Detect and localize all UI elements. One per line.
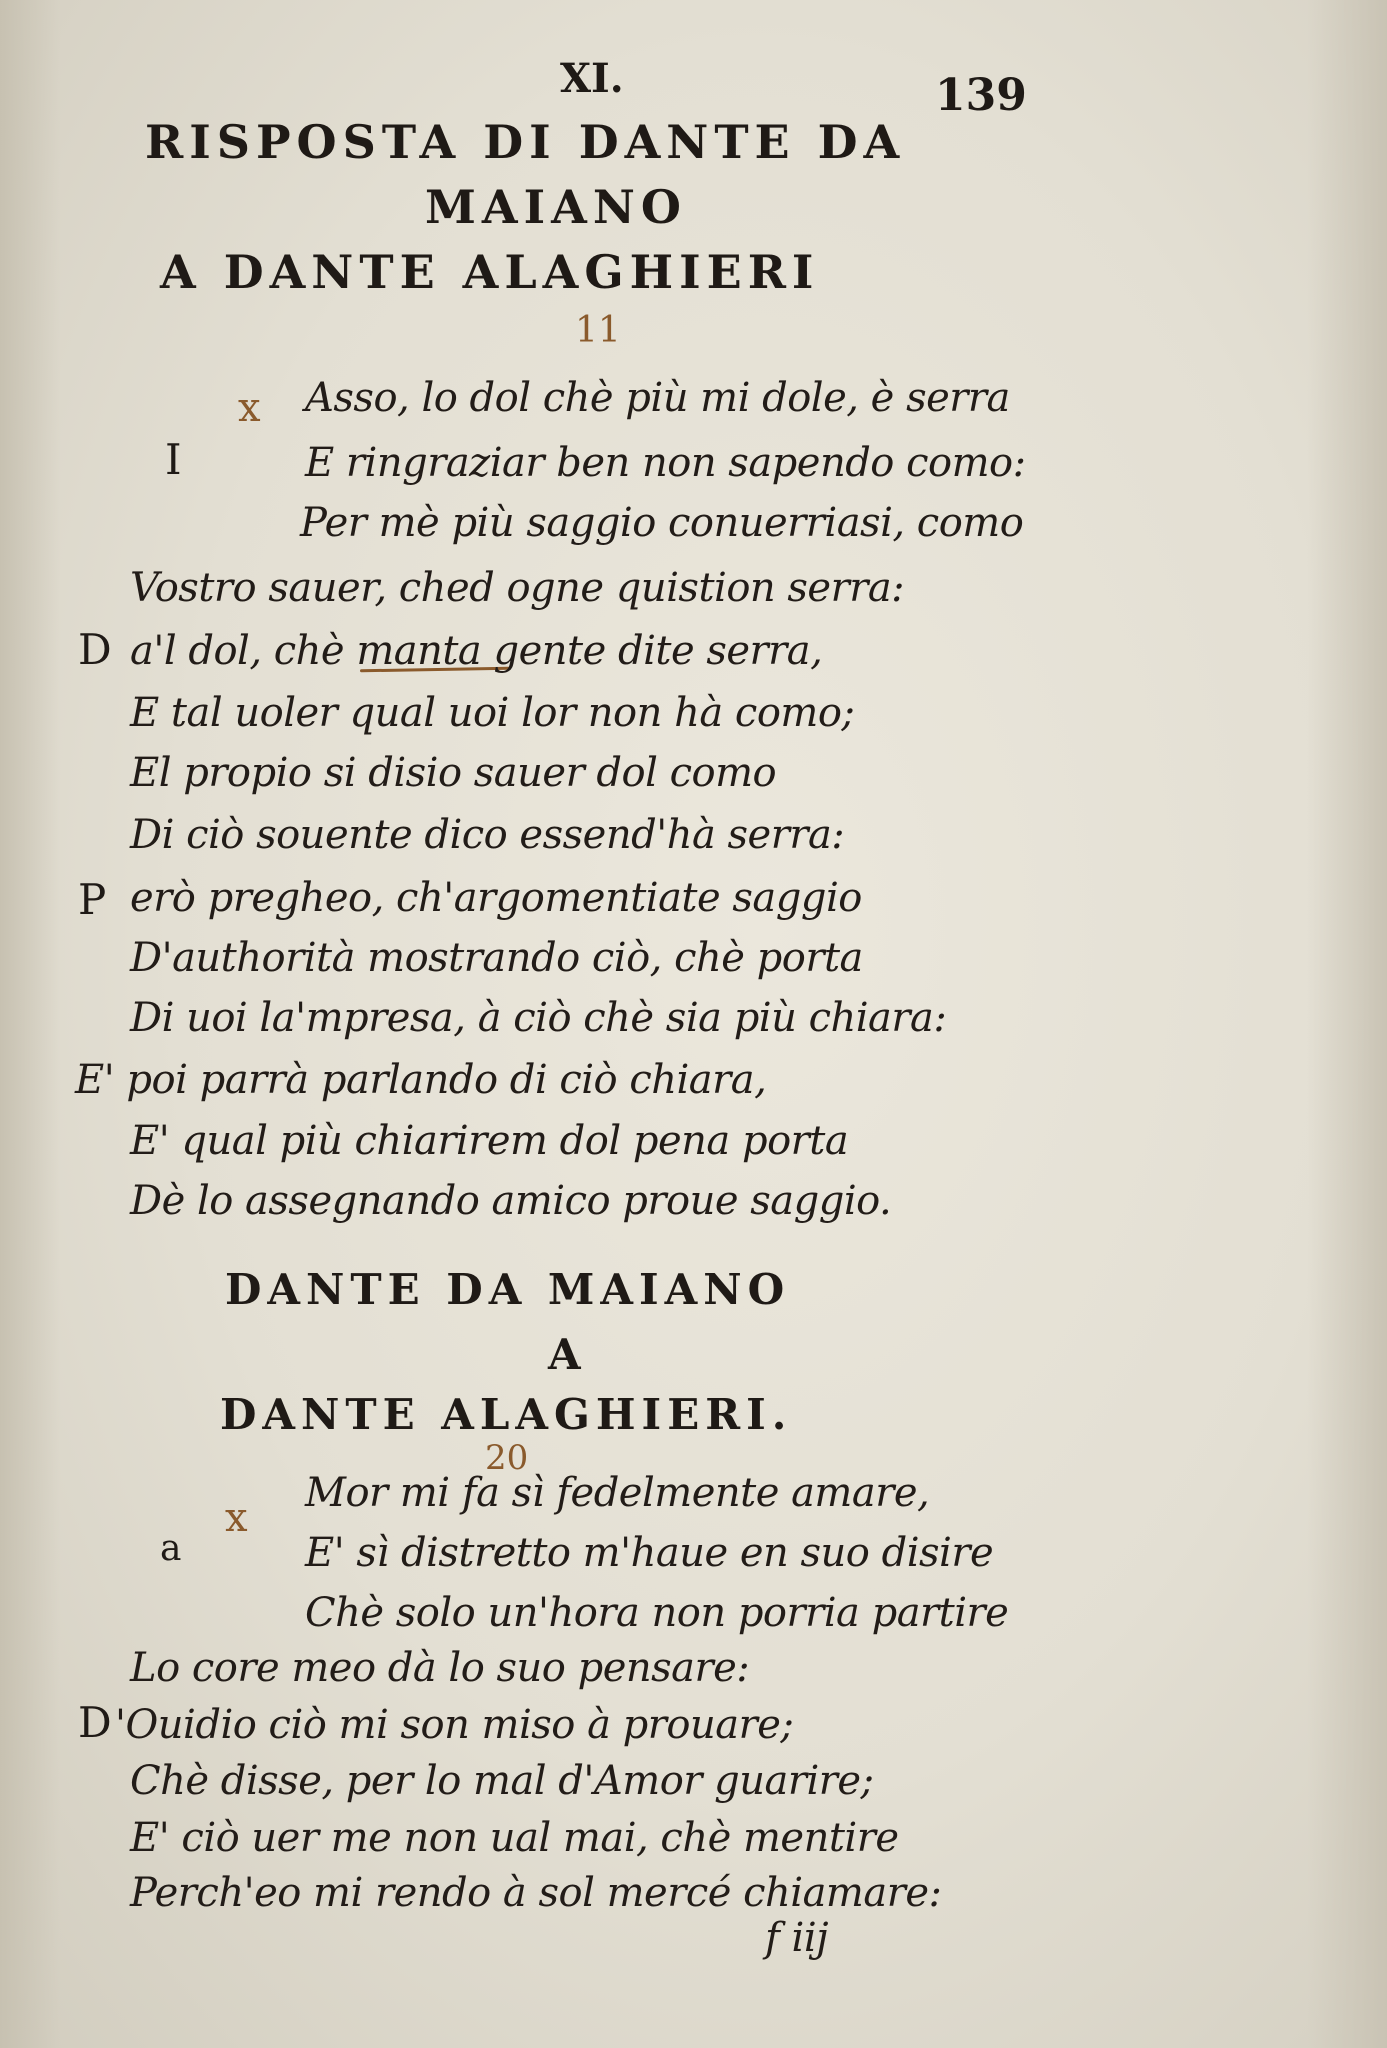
- sonnet1-line-7: El propio si disio sauer dol como: [130, 750, 777, 796]
- sonnet1-line-6: E tal uoler qual uoi lor non hà como;: [130, 690, 855, 736]
- sonnet2-line-4: Lo core meo dà lo suo pensare:: [130, 1645, 750, 1691]
- annotation-mark-1: x: [238, 385, 261, 431]
- sonnet2-line-6: Chè disse, per lo mal d'Amor guarire;: [130, 1758, 874, 1804]
- sonnet2-line-3: Chè solo un'hora non porria partire: [305, 1590, 1009, 1636]
- margin-stanza-letter-d2: D: [78, 1698, 112, 1747]
- annotation-number-1: 11: [575, 310, 621, 351]
- sonnet1-line-2: E ringraziar ben non sapendo como:: [305, 440, 1026, 486]
- heading2-line-3: DANTE ALAGHIERI.: [220, 1390, 793, 1439]
- title-line-3: A DANTE ALAGHIERI: [160, 245, 820, 299]
- sonnet1-line-5: a'l dol, chè manta gente dite serra,: [130, 628, 823, 674]
- sonnet1-line-13: E' qual più chiarirem dol pena porta: [130, 1118, 849, 1164]
- section-number: XI.: [560, 55, 624, 102]
- page-edge-shadow-right: [1307, 0, 1387, 2048]
- page-number: 139: [935, 70, 1027, 121]
- sonnet1-line-9: erò pregheo, ch'argomentiate saggio: [130, 875, 862, 921]
- sonnet1-line-12: E' poi parrà parlando di ciò chiara,: [75, 1057, 767, 1103]
- heading2-line-2: A: [548, 1330, 587, 1379]
- sonnet1-line-10: D'authorità mostrando ciò, chè porta: [130, 935, 863, 981]
- title-line-1: RISPOSTA DI DANTE DA: [145, 115, 906, 169]
- margin-initial-2: a: [160, 1528, 182, 1569]
- page-edge-shadow-left: [0, 0, 60, 2048]
- sonnet2-line-7: E' ciò uer me non ual mai, chè mentire: [130, 1815, 899, 1861]
- sonnet1-line-8: Di ciò souente dico essend'hà serra:: [130, 812, 845, 858]
- sonnet2-line-1: Mor mi fa sì fedelmente amare,: [305, 1470, 930, 1516]
- sonnet1-line-4: Vostro sauer, ched ogne quistion serra:: [130, 565, 905, 611]
- margin-stanza-letter-d: D: [78, 625, 112, 674]
- sonnet1-line-3: Per mè più saggio conuerriasi, como: [300, 500, 1024, 546]
- margin-stanza-letter-p: P: [78, 875, 107, 924]
- sonnet2-line-8: Perch'eo mi rendo à sol mercé chiamare:: [130, 1870, 942, 1916]
- sonnet2-line-5: 'Ouidio ciò mi son miso à prouare;: [115, 1702, 794, 1748]
- sonnet2-line-2: E' sì distretto m'haue en suo disire: [305, 1530, 994, 1576]
- heading2-line-1: DANTE DA MAIANO: [225, 1265, 791, 1314]
- margin-initial-1: I: [165, 435, 182, 484]
- sonnet1-line-14: Dè lo assegnando amico proue saggio.: [130, 1178, 892, 1224]
- title-line-2: MAIANO: [425, 180, 687, 234]
- annotation-mark-2: x: [225, 1495, 248, 1541]
- annotation-number-2: 20: [485, 1438, 529, 1478]
- signature-mark: f iij: [765, 1915, 829, 1961]
- sonnet1-line-11: Di uoi la'mpresa, à ciò chè sia più chiara:: [130, 995, 947, 1041]
- sonnet1-line-1: Asso, lo dol chè più mi dole, è serra: [305, 375, 1010, 421]
